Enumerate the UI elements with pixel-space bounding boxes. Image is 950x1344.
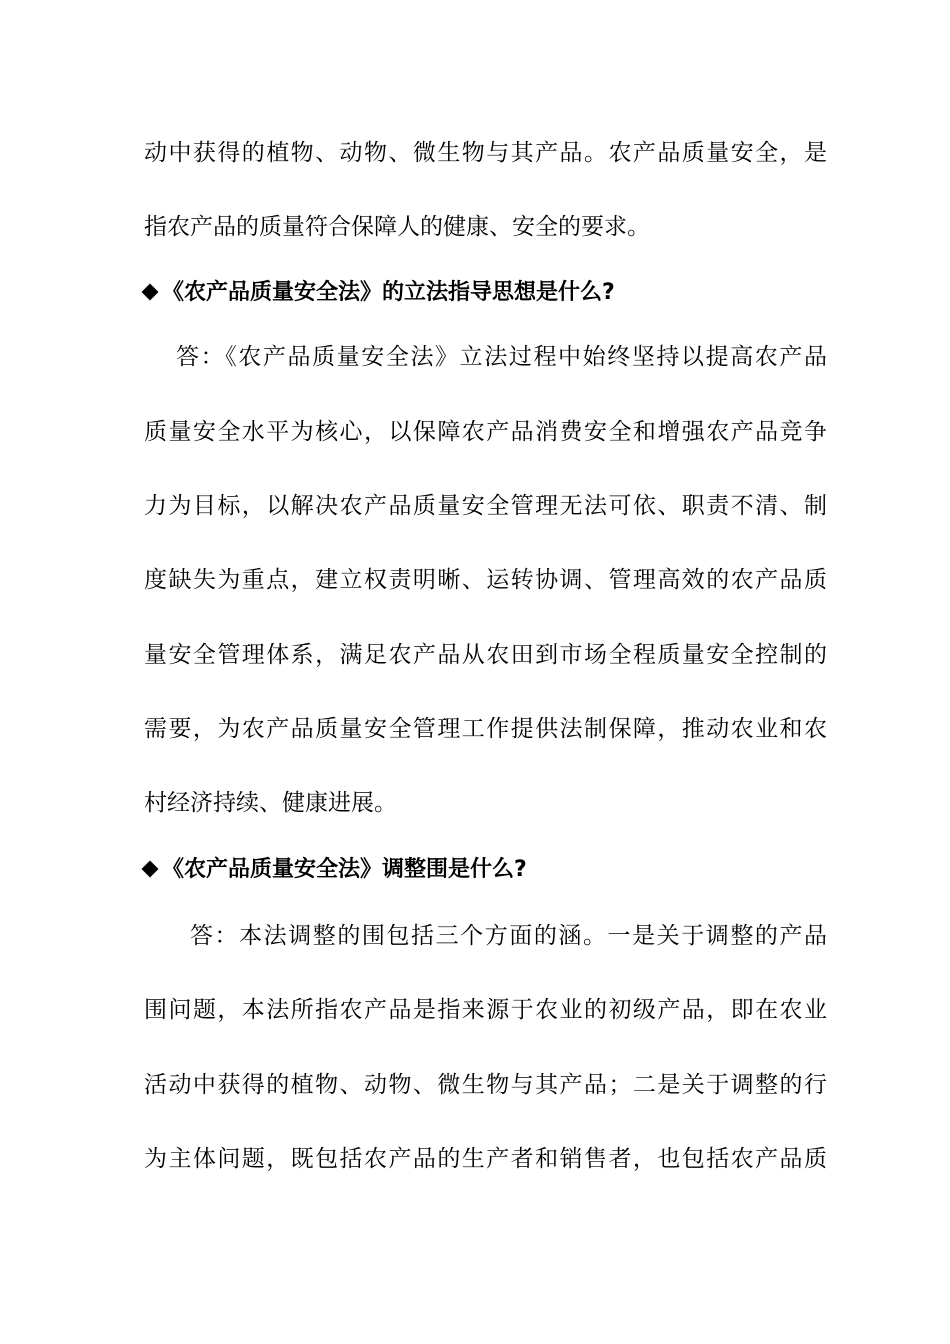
body-line: 答：本法调整的围包括三个方面的涵。一是关于调整的产品 — [190, 923, 827, 949]
section-heading-text: 《农产品质量安全法》调整围是什么? — [162, 857, 527, 882]
body-line: 答：《农产品质量安全法》立法过程中始终坚持以提高农产品 — [176, 344, 827, 370]
body-line: 度缺失为重点，建立权责明晰、运转协调、管理高效的农产品质 — [144, 567, 827, 593]
section-heading — [141, 855, 527, 885]
body-line: 指农产品的质量符合保障人的健康、安全的要求。 — [144, 214, 650, 240]
diamond-bullet-icon — [142, 283, 159, 300]
body-line: 为主体问题，既包括农产品的生产者和销售者，也包括农产品质 — [144, 1146, 827, 1172]
body-line: 动中获得的植物、动物、微生物与其产品。农产品质量安全，是 — [144, 140, 827, 166]
diamond-bullet-icon — [142, 860, 159, 877]
section-heading-text: 《农产品质量安全法》的立法指导思想是什么? — [162, 280, 615, 305]
body-line: 村经济持续、健康进展。 — [144, 790, 397, 816]
body-line: 需要，为农产品质量安全管理工作提供法制保障，推动农业和农 — [144, 716, 827, 742]
body-line: 活动中获得的植物、动物、微生物与其产品；二是关于调整的行 — [144, 1072, 827, 1098]
section-heading — [141, 278, 615, 308]
body-line: 量安全管理体系，满足农产品从农田到市场全程质量安全控制的 — [144, 642, 827, 668]
body-line: 力为目标，以解决农产品质量安全管理无法可依、职责不清、制 — [144, 493, 827, 519]
body-line: 围问题，本法所指农产品是指来源于农业的初级产品，即在农业 — [144, 997, 827, 1023]
body-line: 质量安全水平为核心，以保障农产品消费安全和增强农产品竞争 — [144, 419, 827, 445]
